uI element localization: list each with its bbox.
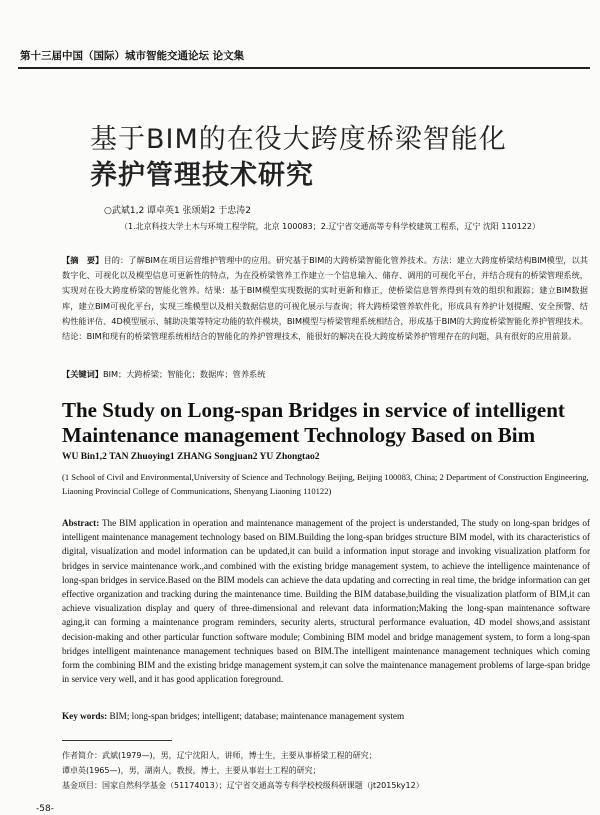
title-en-line2: Maintenance management Technology Based on Bim bbox=[62, 423, 536, 447]
keywords-en bbox=[62, 711, 590, 721]
keywords-cn-label: 【关键词】 bbox=[62, 369, 103, 379]
footnote-author2: 谭卓英(1965—)，男，湖南人，教授，博士，主要从事岩土工程的研究； bbox=[62, 766, 321, 775]
affiliation-cn: （1.北京科技大学土木与环境工程学院，北京 100083；2.辽宁省交通高等专科学校建筑工程系，辽宁 沈阳 110122） bbox=[120, 222, 540, 231]
abstract-cn-text: 目的：了解BIM在项目运营维护管理中的应用。研究基于BIM的大跨桥梁智能化管养技术。方法：建立大跨度桥梁结构BIM模型，以其数字化、可视化以及模型信息可更新性的特点，为在役桥梁管养工作建立一个信息输入、储存、调用的可视化平台，并结合现有的桥梁管理系统，实现对在役大跨度桥梁的智能化管养。结果：基于BIM模型实现数据的实时更新和修正，使桥梁信息管养得到有效的组织和跟踪；建立BIM数据库，建立BIM可视化平台，实现三维模型以及相关数据信息的可视化展示与查询；将大跨桥梁管养软件化，形成具有养护计划提醒、安全预警、结构性能评估、4D模型展示、辅助决策等特定功能的软件模块，BIM模型与桥梁管理系统相结合，形成基于BIM的大跨度桥梁智能化养护管理技术。结论：BIM和现有的桥梁管理系统相结合的智能化的养护管理技术，能很好的解决在役大跨度桥梁养护管理存在的问题，具有很好的应用前景。 bbox=[62, 255, 588, 342]
title-cn-line1: 基于BIM的在役大跨度桥梁智能化 bbox=[90, 124, 507, 155]
affiliation-en: (1 School of Civil and Environmental,University of Science and Technology Beijing, Beijing 100083, China; 2 Department of Construction Engineering, Liaoning Provincial College of Communications, Shenyang Liaoning 110122) bbox=[62, 472, 589, 496]
title-cn-line2: 养护管理技术研究 bbox=[90, 160, 314, 191]
abstract-en bbox=[62, 516, 590, 686]
authors-en: WU Bin1,2 TAN Zhuoying1 ZHANG Songjuan2 YU Zhongtao2 bbox=[62, 452, 320, 462]
header-rule bbox=[18, 67, 590, 69]
abstract-cn bbox=[62, 253, 588, 344]
footnote-funding: 基金项目：国家自然科学基金（51174013）；辽宁省交通高等专科学校校级科研课题（jt2015ky12） bbox=[62, 781, 424, 790]
journal-header: 第十三届中国（国际）城市智能交通论坛 论文集 bbox=[20, 50, 245, 62]
abstract-cn-label: 【摘 要】 bbox=[62, 255, 104, 265]
authors-cn: ○武斌1,2 谭卓英1 张颂娟2 于忠涛2 bbox=[104, 206, 251, 216]
keywords-en-label: Key words: bbox=[62, 711, 108, 721]
footnote-rule bbox=[62, 740, 172, 741]
keywords-en-text: BIM; long-span bridges; intelligent; database; maintenance management system bbox=[109, 711, 405, 721]
keywords-cn bbox=[62, 369, 588, 380]
title-en-line1: The Study on Long-span Bridges in service of intelligent bbox=[62, 398, 565, 422]
keywords-cn-text: BIM；大跨桥梁；智能化；数据库；管养系统 bbox=[102, 369, 266, 379]
abstract-en-text: The BIM application in operation and maintenance management of the project is understanded, The study on long-span bridges of intelligent maintenance management technology based on BIM.Building the long-span bridges structure BIM model, with its characteristics of digital, visualization and model information can be updated,it can build a information input storage and invoking visualization platform for bridges in service maintenance work.,and combined with the existing bridge management system, to achieve the intelligence maintenance of long-span bridges in service.Based on the BIM models can achieve the data updating and correcting in real time, the bridge information can get effective organization and tracking during the maintenance time. Building the BIM database,building the visualization platform of BIM,it can achieve visualization display and query of three-dimensional and relevant data information;Making the long-span maintenance software aging,it can forming a maintenance program reminders, security alerts, structural performance evaluation, 4D model shows,and assistant decision-making and other particular function software module; Combining BIM model and bridge management system, to form a long-span bridges intelligent maintenance management techniques based on BIM.The intelligent maintenance management techniques which coming form the combining BIM and the existing bridge management system,it can solve the maintenance management problems of large-span bridge in service very well, and it has good application foreground. bbox=[62, 518, 590, 685]
page-number: -58- bbox=[36, 804, 54, 814]
abstract-en-label: Abstract: bbox=[62, 518, 100, 528]
footnote-author1: 作者简介：武斌(1979—)，男，辽宁沈阳人，讲师，博士生，主要从事桥梁工程的研究； bbox=[62, 751, 377, 760]
